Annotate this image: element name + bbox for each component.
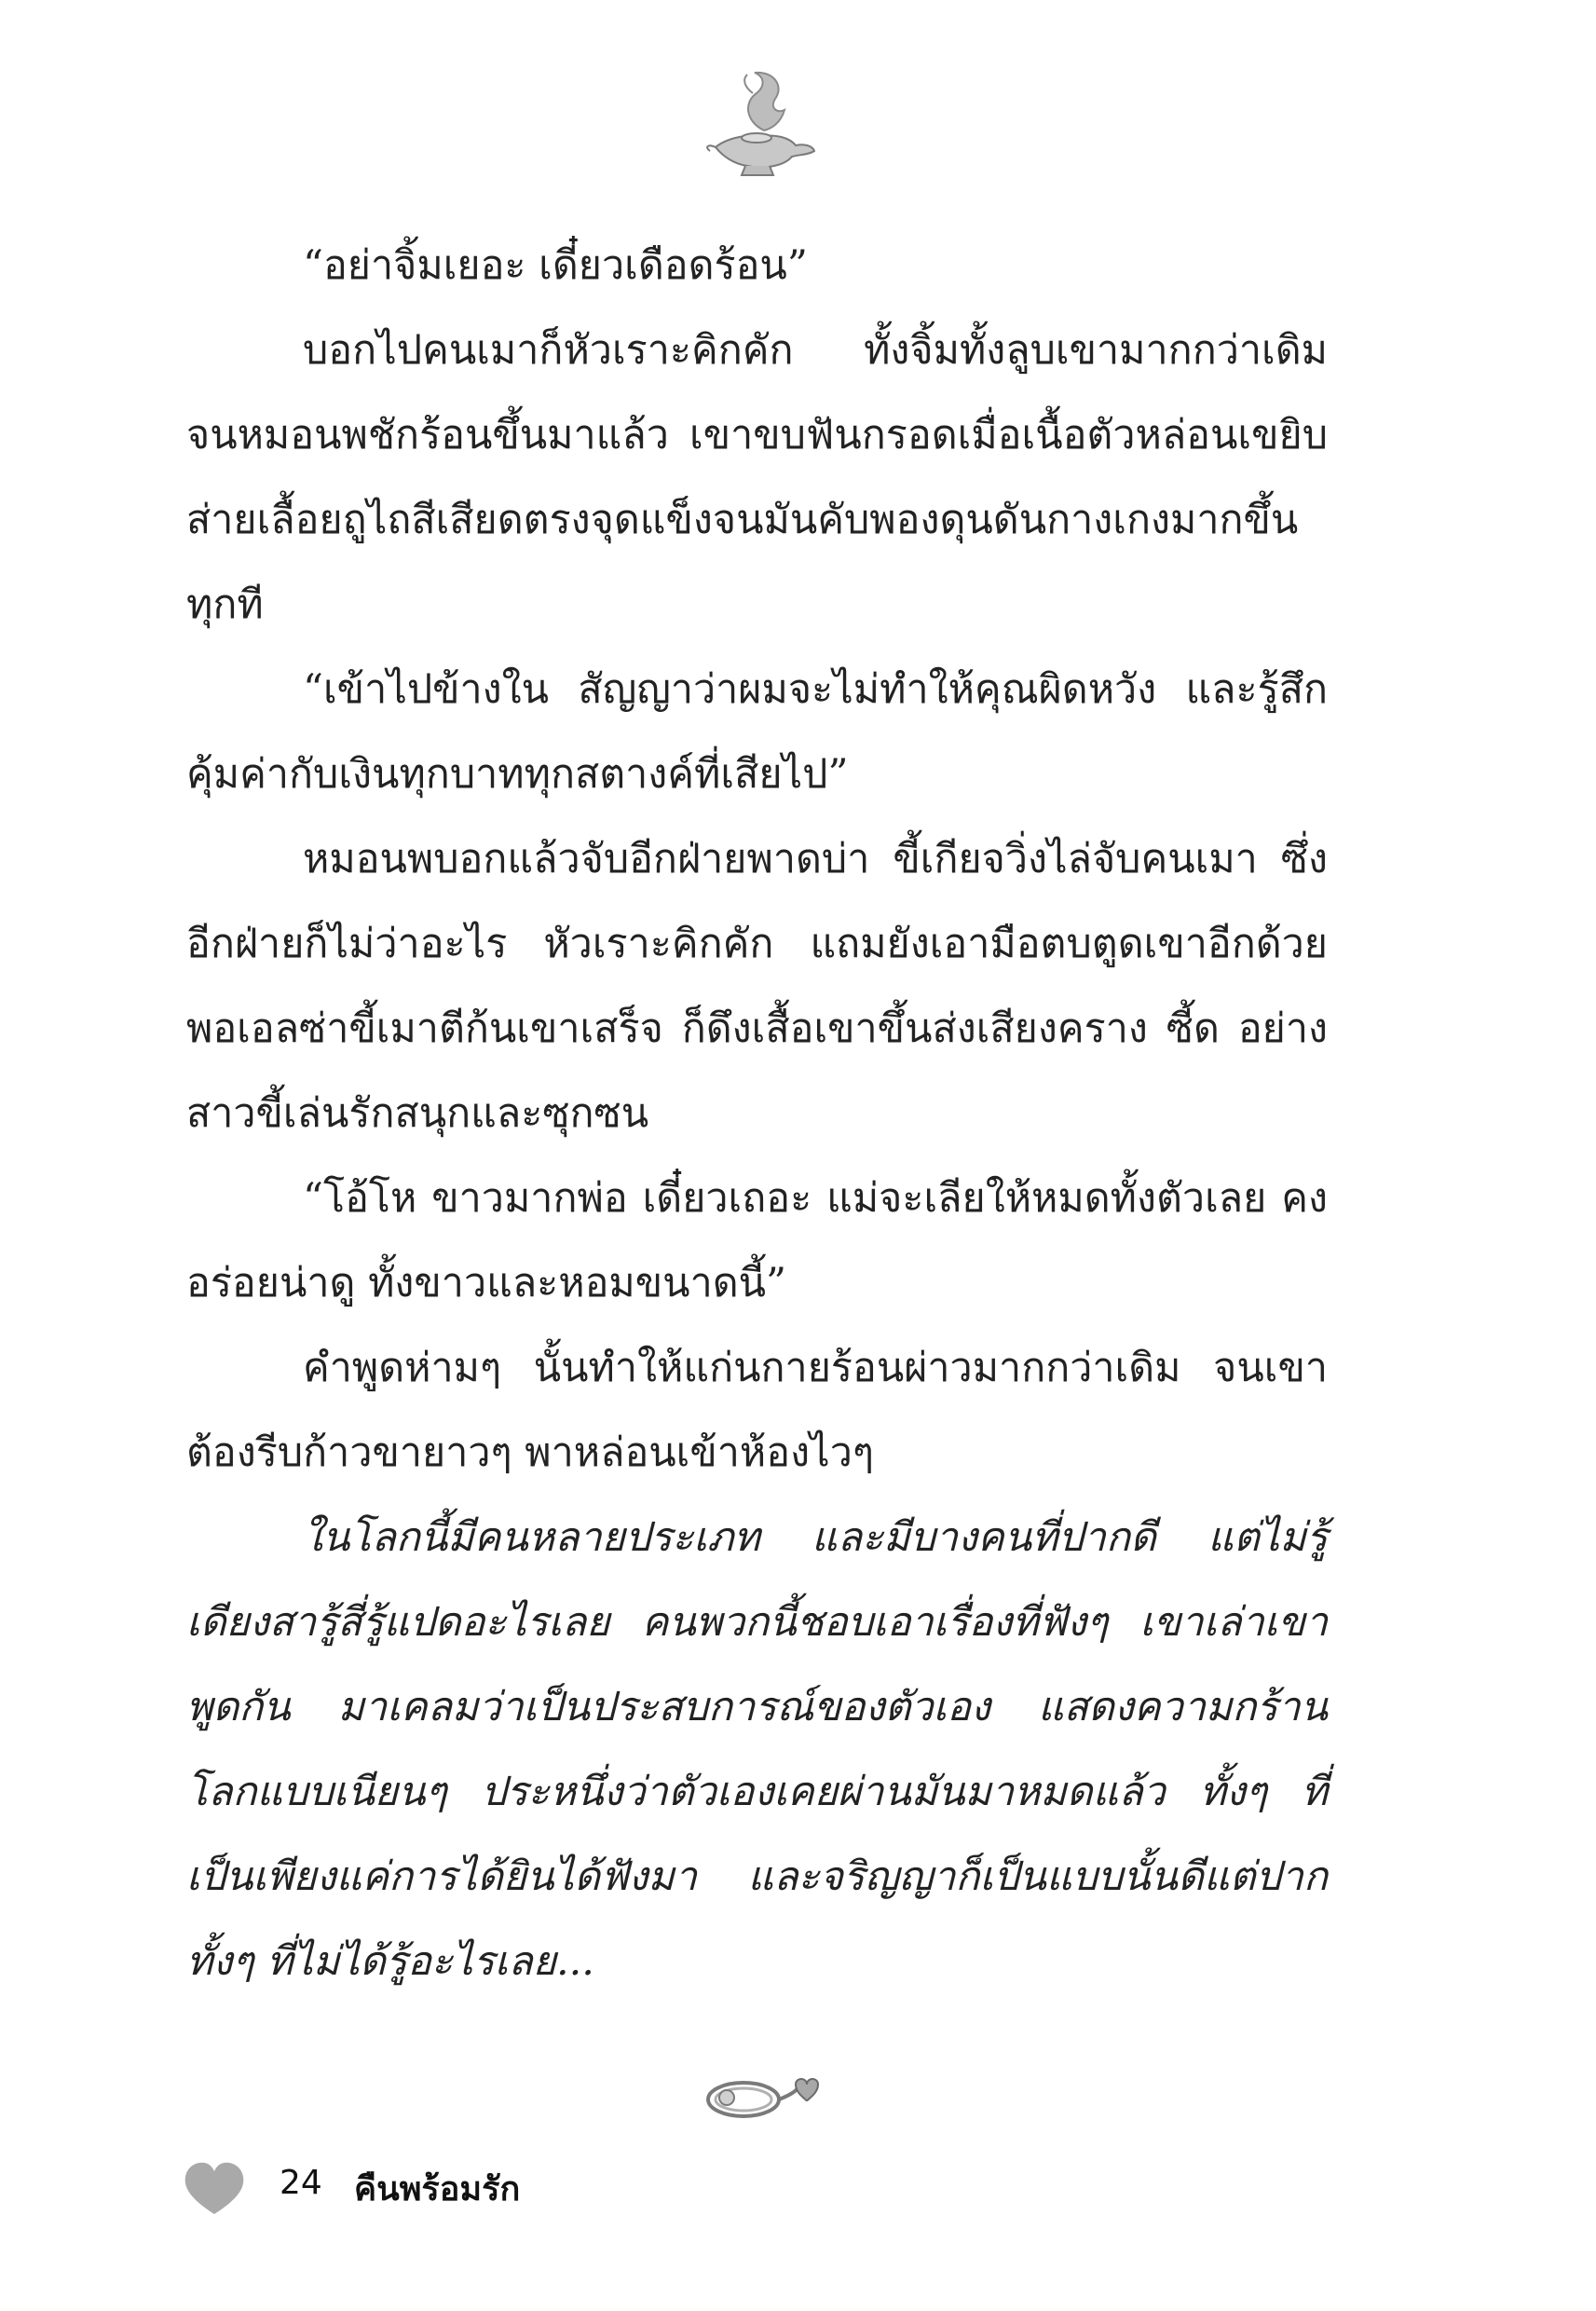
- book-title: คืนพร้อมรัก: [354, 2170, 521, 2208]
- body-text: [186, 224, 1328, 2004]
- paragraph-1: “อย่าจิ้มเยอะ เดี๋ยวเดือดร้อน”: [303, 242, 808, 289]
- heart-icon: [182, 2158, 247, 2218]
- genie-lamp-icon: [699, 65, 820, 186]
- paragraph-3: “เข้าไปข้างใน สัญญาว่าผมจะไม่ทำให้คุณผิดหวัง และรู้สึกคุ้มค่ากับเงินทุกบาททุกสตางค์ที่เสียไป”: [186, 666, 1328, 798]
- paragraph-4: หมอนพบอกแล้วจับอีกฝ่ายพาดบ่า ขี้เกียจวิ่งไล่จับคนเมา ซึ่งอีกฝ่ายก็ไม่ว่าอะไร หัวเราะคิกคัก แถมยังเอามือตบตูดเขาอีกด้วย พอเอลซ่าขี้เมาตีก้นเขาเสร็จ ก็ดึงเสื้อเขาขึ้นส่งเสียงคราง ซี้ด อย่างสาวขี้เล่นรักสนุกและซุกซน: [186, 836, 1328, 1137]
- page-number: 24: [280, 2164, 322, 2202]
- paragraph-6: คำพูดห่ามๆ นั้นทำให้แก่นกายร้อนผ่าวมากกว่าเดิม จนเขาต้องรีบก้าวขายาวๆ พาหล่อนเข้าห้องไวๆ: [186, 1345, 1328, 1476]
- paragraph-5: “โอ้โห ขาวมากพ่อ เดี๋ยวเถอะ แม่จะเลียให้หมดทั้งตัวเลย คงอร่อยน่าดู ทั้งขาวและหอมขนาดนี้”: [186, 1175, 1328, 1306]
- stethoscope-icon: [699, 2064, 825, 2134]
- paragraph-2: บอกไปคนเมาก็หัวเราะคิกคัก ทั้งจิ้มทั้งลูบเขามากกว่าเดิม จนหมอนพชักร้อนขึ้นมาแล้ว เขาขบฟันกรอดเมื่อเนื้อตัวหล่อนเขยิบส่ายเลื้อยถูไถสีเสียดตรงจุดแข็งจนมันคับพองดุนดันกางเกงมากขึ้นทุกที: [186, 327, 1328, 628]
- paragraph-7: ในโลกนี้มีคนหลายประเภท และมีบางคนที่ปากดี แต่ไม่รู้เดียงสารู้สี่รู้แปดอะไรเลย คนพวกนี้ชอบเอาเรื่องที่ฟังๆ เขาเล่าเขาพูดกัน มาเคลมว่าเป็นประสบการณ์ของตัวเอง แสดงความกร้านโลกแบบเนียนๆ ประหนึ่งว่าตัวเองเคยผ่านมันมาหมดแล้ว ทั้งๆ ที่เป็นเพียงแค่การได้ยินได้ฟังมา และจริญญาก็เป็นแบบนั้นดีแต่ปาก ทั้งๆ ที่ไม่ได้รู้อะไรเลย...: [186, 1514, 1328, 1985]
